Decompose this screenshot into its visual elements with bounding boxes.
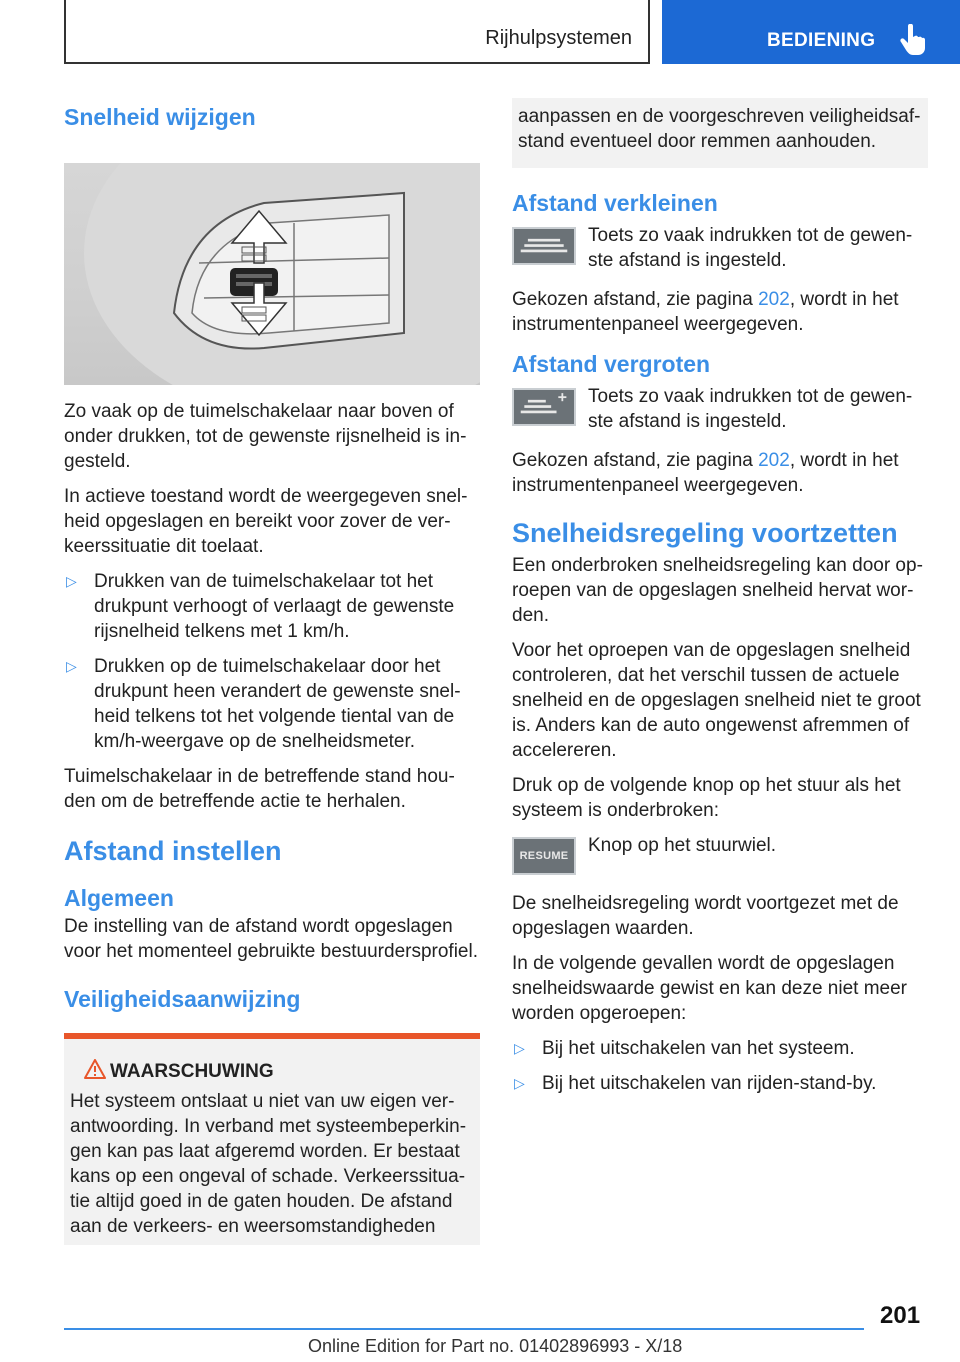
triangle-bullet-icon: ▷ [66, 573, 77, 589]
hand-pointer-icon [899, 24, 927, 56]
warning-header [70, 1061, 474, 1083]
page-link[interactable]: 202 [758, 289, 790, 310]
page-link[interactable]: 202 [758, 450, 790, 471]
resume-button-icon [512, 837, 576, 875]
rocker-switch-illustration [64, 163, 480, 385]
resume-text: Knop op het stuurwiel. [588, 835, 777, 856]
paragraph: De snelheidsregeling wordt voortgezet met de opgeslagen waarden. [512, 893, 899, 939]
paragraph [512, 448, 928, 498]
increase-text: Toets zo vaak indrukken tot de gewenste afstand is ingesteld. [588, 386, 913, 432]
text: , wordt in het instrumentenpaneel weergegeven. [512, 450, 899, 496]
resume-button-label: RESUME [519, 849, 569, 862]
paragraph: Zo vaak op de tuimelschakelaar naar boven of onder drukken, tot de gewenste rijsnelheid is ingesteld. [64, 401, 467, 472]
list-item [512, 1036, 928, 1061]
heading-distance: Afstand instellen [64, 836, 282, 866]
edition-text: Online Edition for Part no. 01402896993 - X/18 [308, 1336, 683, 1356]
section-title: Rijhulpsystemen [485, 27, 632, 49]
heading-general: Algemeen [64, 885, 174, 911]
paragraph: Voor het oproepen van de opgeslagen snelheid controleren, dat het verschil tussen de actuele snelheid en de opgeslagen snelheid niet te groot is. Anders kan de auto ongewenst afremmen of accelereren. [512, 640, 921, 761]
triangle-bullet-icon: ▷ [514, 1040, 525, 1056]
list-item-text: Drukken van de tuimelschakelaar tot het drukpunt verhoogt of verlaagt de gewenste rijsnelheid telkens met 1 km/h. [94, 571, 455, 642]
heading-speed: Snelheid wijzigen [64, 104, 256, 130]
increase-instruction [512, 384, 928, 434]
paragraph: Een onderbroken snelheidsregeling kan door oproepen van de opgeslagen snelheid hervat worden. [512, 555, 923, 626]
footer-divider [64, 1328, 864, 1330]
warning-triangle-icon [84, 1059, 106, 1079]
paragraph: Tuimelschakelaar in de betreffende stand houden om de betreffende actie te herhalen. [64, 766, 455, 812]
paragraph [512, 287, 928, 337]
list-item-text: Bij het uitschakelen van rijden-stand-by. [542, 1073, 877, 1094]
list-item [512, 1071, 928, 1096]
warning-continuation: aanpassen en de voorgeschreven veiligheidsafstand eventueel door remmen aanhouden. [512, 98, 928, 168]
text: Gekozen afstand, zie pagina [512, 450, 759, 471]
page-number: 201 [880, 1302, 921, 1329]
heading-safety: Veiligheidsaanwijzing [64, 986, 301, 1012]
heading-decrease: Afstand verkleinen [512, 190, 718, 216]
right-column [512, 100, 928, 1106]
resume-instruction [512, 833, 928, 877]
list-item [64, 654, 480, 754]
steering-wheel-rocker-photo [64, 163, 480, 385]
triangle-bullet-icon: ▷ [514, 1075, 525, 1091]
paragraph: De instelling van de afstand wordt opgeslagen voor het momenteel gebruikte bestuurdersprofiel. [64, 916, 479, 962]
warning-title: WAARSCHUWING [110, 1061, 274, 1082]
warning-text: Het systeem ontslaat u niet van uw eigen verantwoording. In verband met systeembeperkingen kan pas laat afgeremd worden. Er bestaat kans op een ongeval of schade. Verkeerssituatie altijd goed in de gaten houden. De afstand aan de verkeers- en weersomstandigheden [70, 1091, 467, 1237]
paragraph: Druk op de volgende knop op het stuur als het systeem is onderbroken: [512, 775, 901, 821]
paragraph: In actieve toestand wordt de weergegeven snelheid opgeslagen en bereikt voor zover de verkeerssituatie dit toelaat. [64, 486, 468, 557]
chapter-tab[interactable] [662, 0, 960, 64]
text: , wordt in het instrumentenpaneel weergegeven. [512, 289, 899, 335]
distance-decrease-button-icon [512, 227, 576, 265]
paragraph: In de volgende gevallen wordt de opgeslagen snelheidswaarde gewist en kan deze niet meer worden opgeroepen: [512, 953, 908, 1024]
decrease-text: Toets zo vaak indrukken tot de gewenste afstand is ingesteld. [588, 225, 913, 271]
triangle-bullet-icon: ▷ [66, 658, 77, 674]
header-frame [64, 0, 650, 64]
list-item [64, 569, 480, 644]
list-item-text: Drukken op de tuimelschakelaar door het drukpunt heen verandert de gewenste snelheid telkens tot het volgende tiental van de km/h-weergave op de snelheidsmeter. [94, 656, 461, 752]
list-item-text: Bij het uitschakelen van het systeem. [542, 1038, 855, 1059]
warning-box [64, 1033, 480, 1245]
text: Gekozen afstand, zie pagina [512, 289, 759, 310]
decrease-instruction [512, 223, 928, 273]
heading-increase: Afstand vergroten [512, 351, 711, 377]
distance-increase-button-icon [512, 388, 576, 426]
left-column [64, 100, 480, 1245]
chapter-tab-label: BEDIENING [767, 30, 876, 51]
heading-resume: Snelheidsregeling voortzetten [512, 518, 898, 548]
